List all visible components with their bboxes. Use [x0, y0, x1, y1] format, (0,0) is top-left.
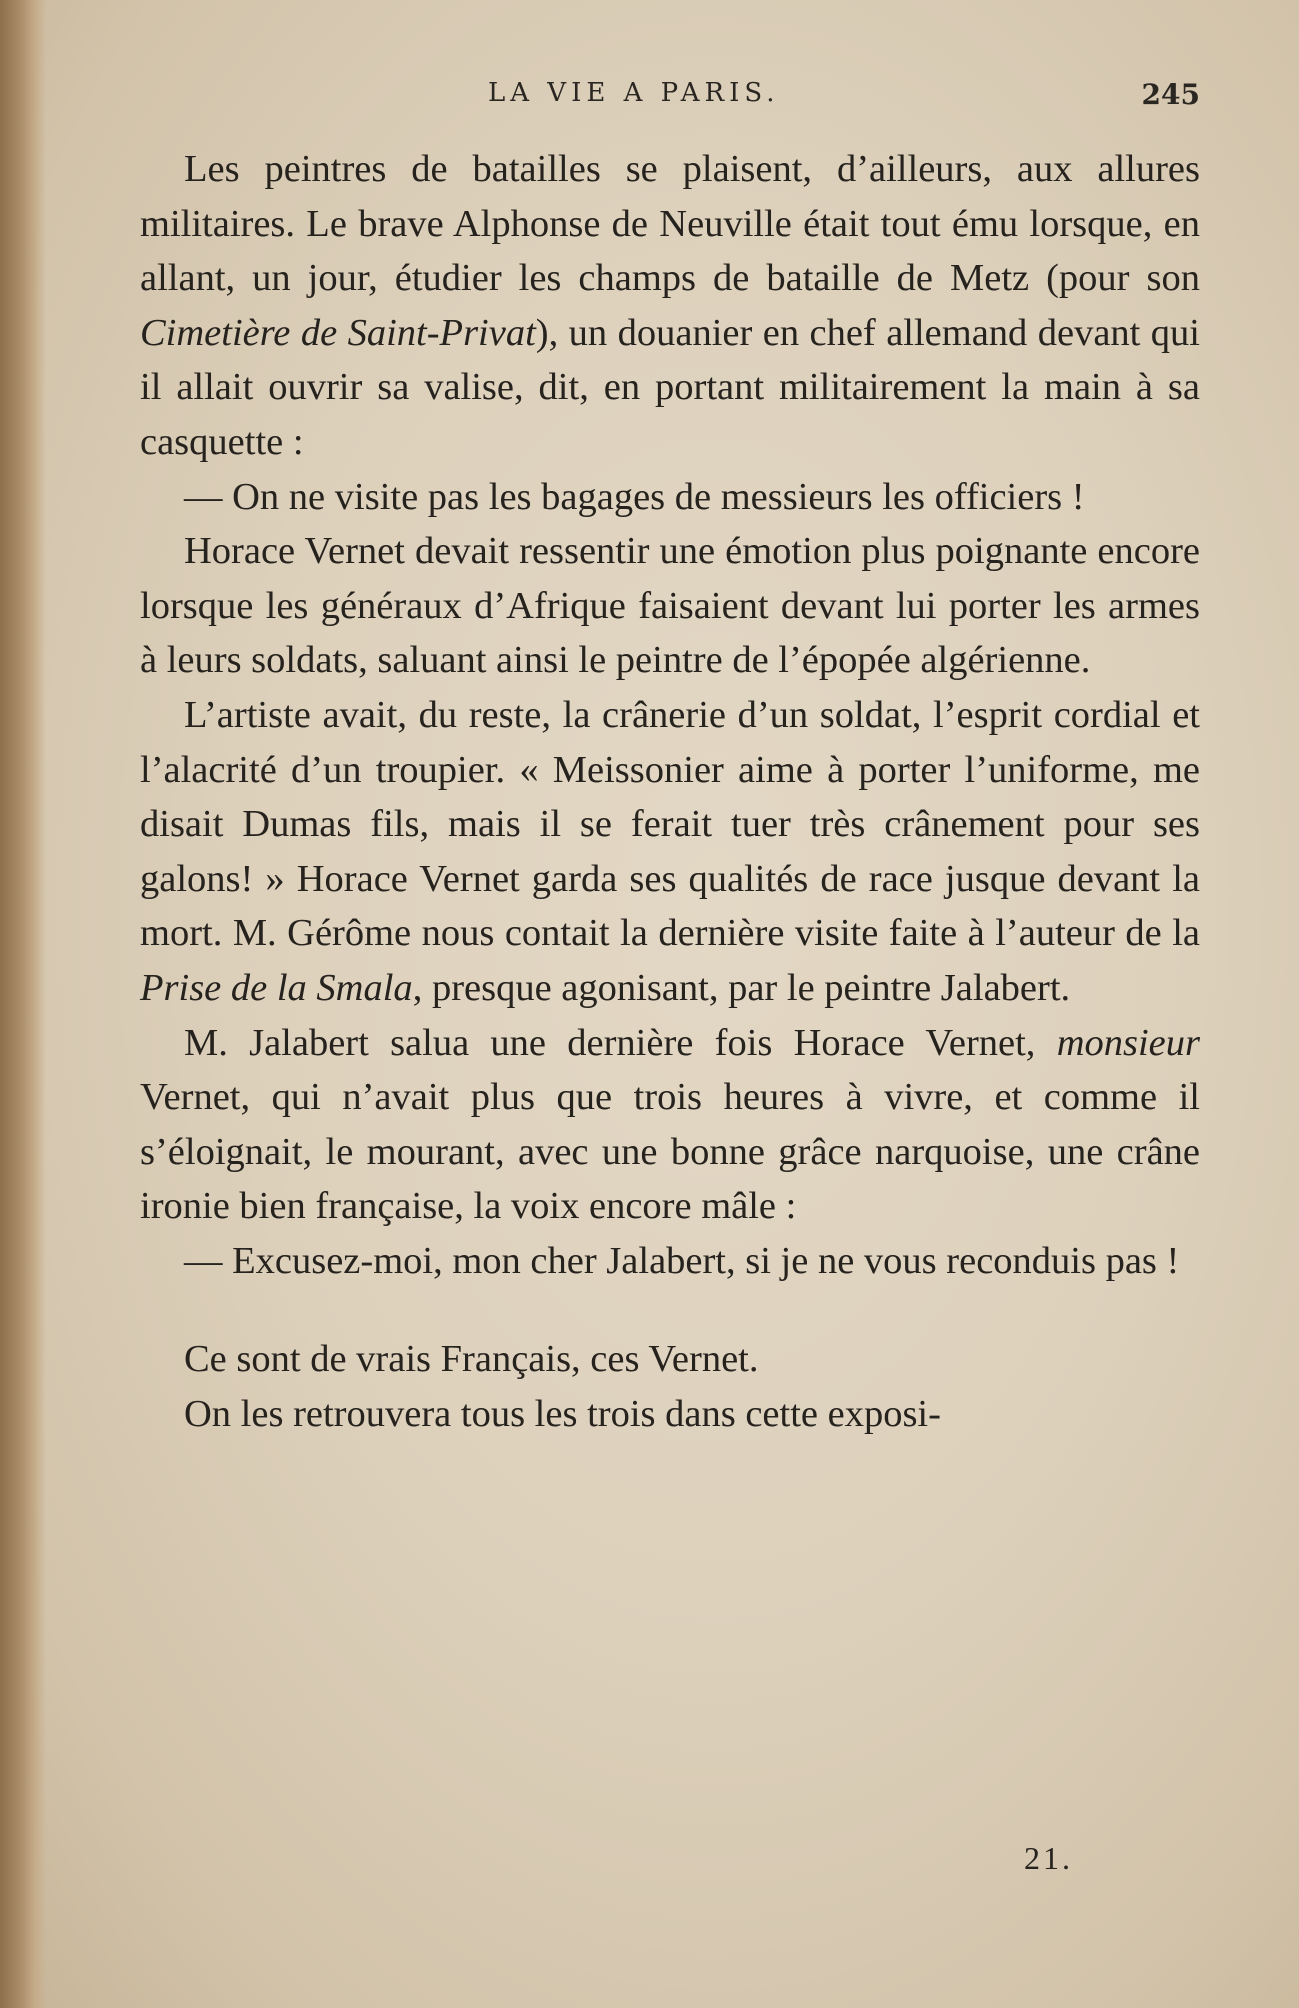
text-run: M. Jalabert salua une dernière fois Horace Vernet,: [184, 1021, 1057, 1064]
signature-mark: 21.: [1024, 1840, 1073, 1876]
page-gutter-shadow: [0, 0, 46, 2008]
paragraph: [140, 470, 1200, 525]
text-run: Vernet, qui n’avait plus que trois heures à vivre, et comme il s’éloignait, le mourant, avec une bonne grâce narquoise, une crâne ironie bien française, la voix encore mâle :: [140, 1076, 1200, 1228]
paragraph: [140, 1332, 1200, 1387]
paragraph: [140, 688, 1200, 1016]
text-run: L’artiste avait, du reste, la crânerie d’un soldat, l’esprit cordial et l’alacrité d’un troupier. « Meissonier aime à porter l’uniforme, me disait Dumas fils, mais il se ferait tuer très crânement pour ses galons! » Horace Vernet garda ses qualités de race jusque devant la mort. M. Gérôme nous contait la dernière visite faite à l’auteur de la: [140, 693, 1200, 955]
italic-title: monsieur: [1056, 1021, 1200, 1064]
text-run: Horace Vernet devait ressentir une émotion plus poignante encore lorsque les généraux d’Afrique faisaient devant lui porter les armes à leurs soldats, saluant ainsi le peintre de l’épopée algérienne.: [140, 530, 1200, 682]
text-run: Ce sont de vrais Français, ces Vernet.: [184, 1338, 759, 1381]
running-title: LA VIE A PARIS.: [488, 78, 780, 108]
text-run: — Excusez-moi, mon cher Jalabert, si je ne vous reconduis pas !: [184, 1239, 1180, 1282]
paragraph: [140, 142, 1200, 470]
italic-title: Prise de la Smala: [140, 966, 413, 1009]
page-number: 245: [1141, 78, 1200, 111]
text-run: — On ne visite pas les bagages de messieurs les officiers !: [184, 475, 1085, 518]
paragraph: [140, 1234, 1200, 1289]
text-run: ), un douanier en chef allemand devant qui il allait ouvrir sa valise, dit, en portant militairement la main à sa casquette :: [140, 311, 1200, 463]
text-run: Les peintres de batailles se plaisent, d’ailleurs, aux allures militaires. Le brave Alphonse de Neuville était tout ému lorsque, en allant, un jour, étudier les champs de bataille de Metz (pour son: [140, 148, 1200, 300]
paragraph: [140, 1016, 1200, 1234]
paragraph: [140, 524, 1200, 688]
text-run: , presque agonisant, par le peintre Jalabert.: [412, 966, 1071, 1009]
paragraph: [140, 1387, 1200, 1442]
text-run: On les retrouvera tous les trois dans cette exposi-: [184, 1393, 941, 1436]
italic-title: Cimetière de Saint-Privat: [140, 311, 536, 354]
body-text: [140, 142, 1200, 1442]
running-header: [140, 78, 1200, 118]
